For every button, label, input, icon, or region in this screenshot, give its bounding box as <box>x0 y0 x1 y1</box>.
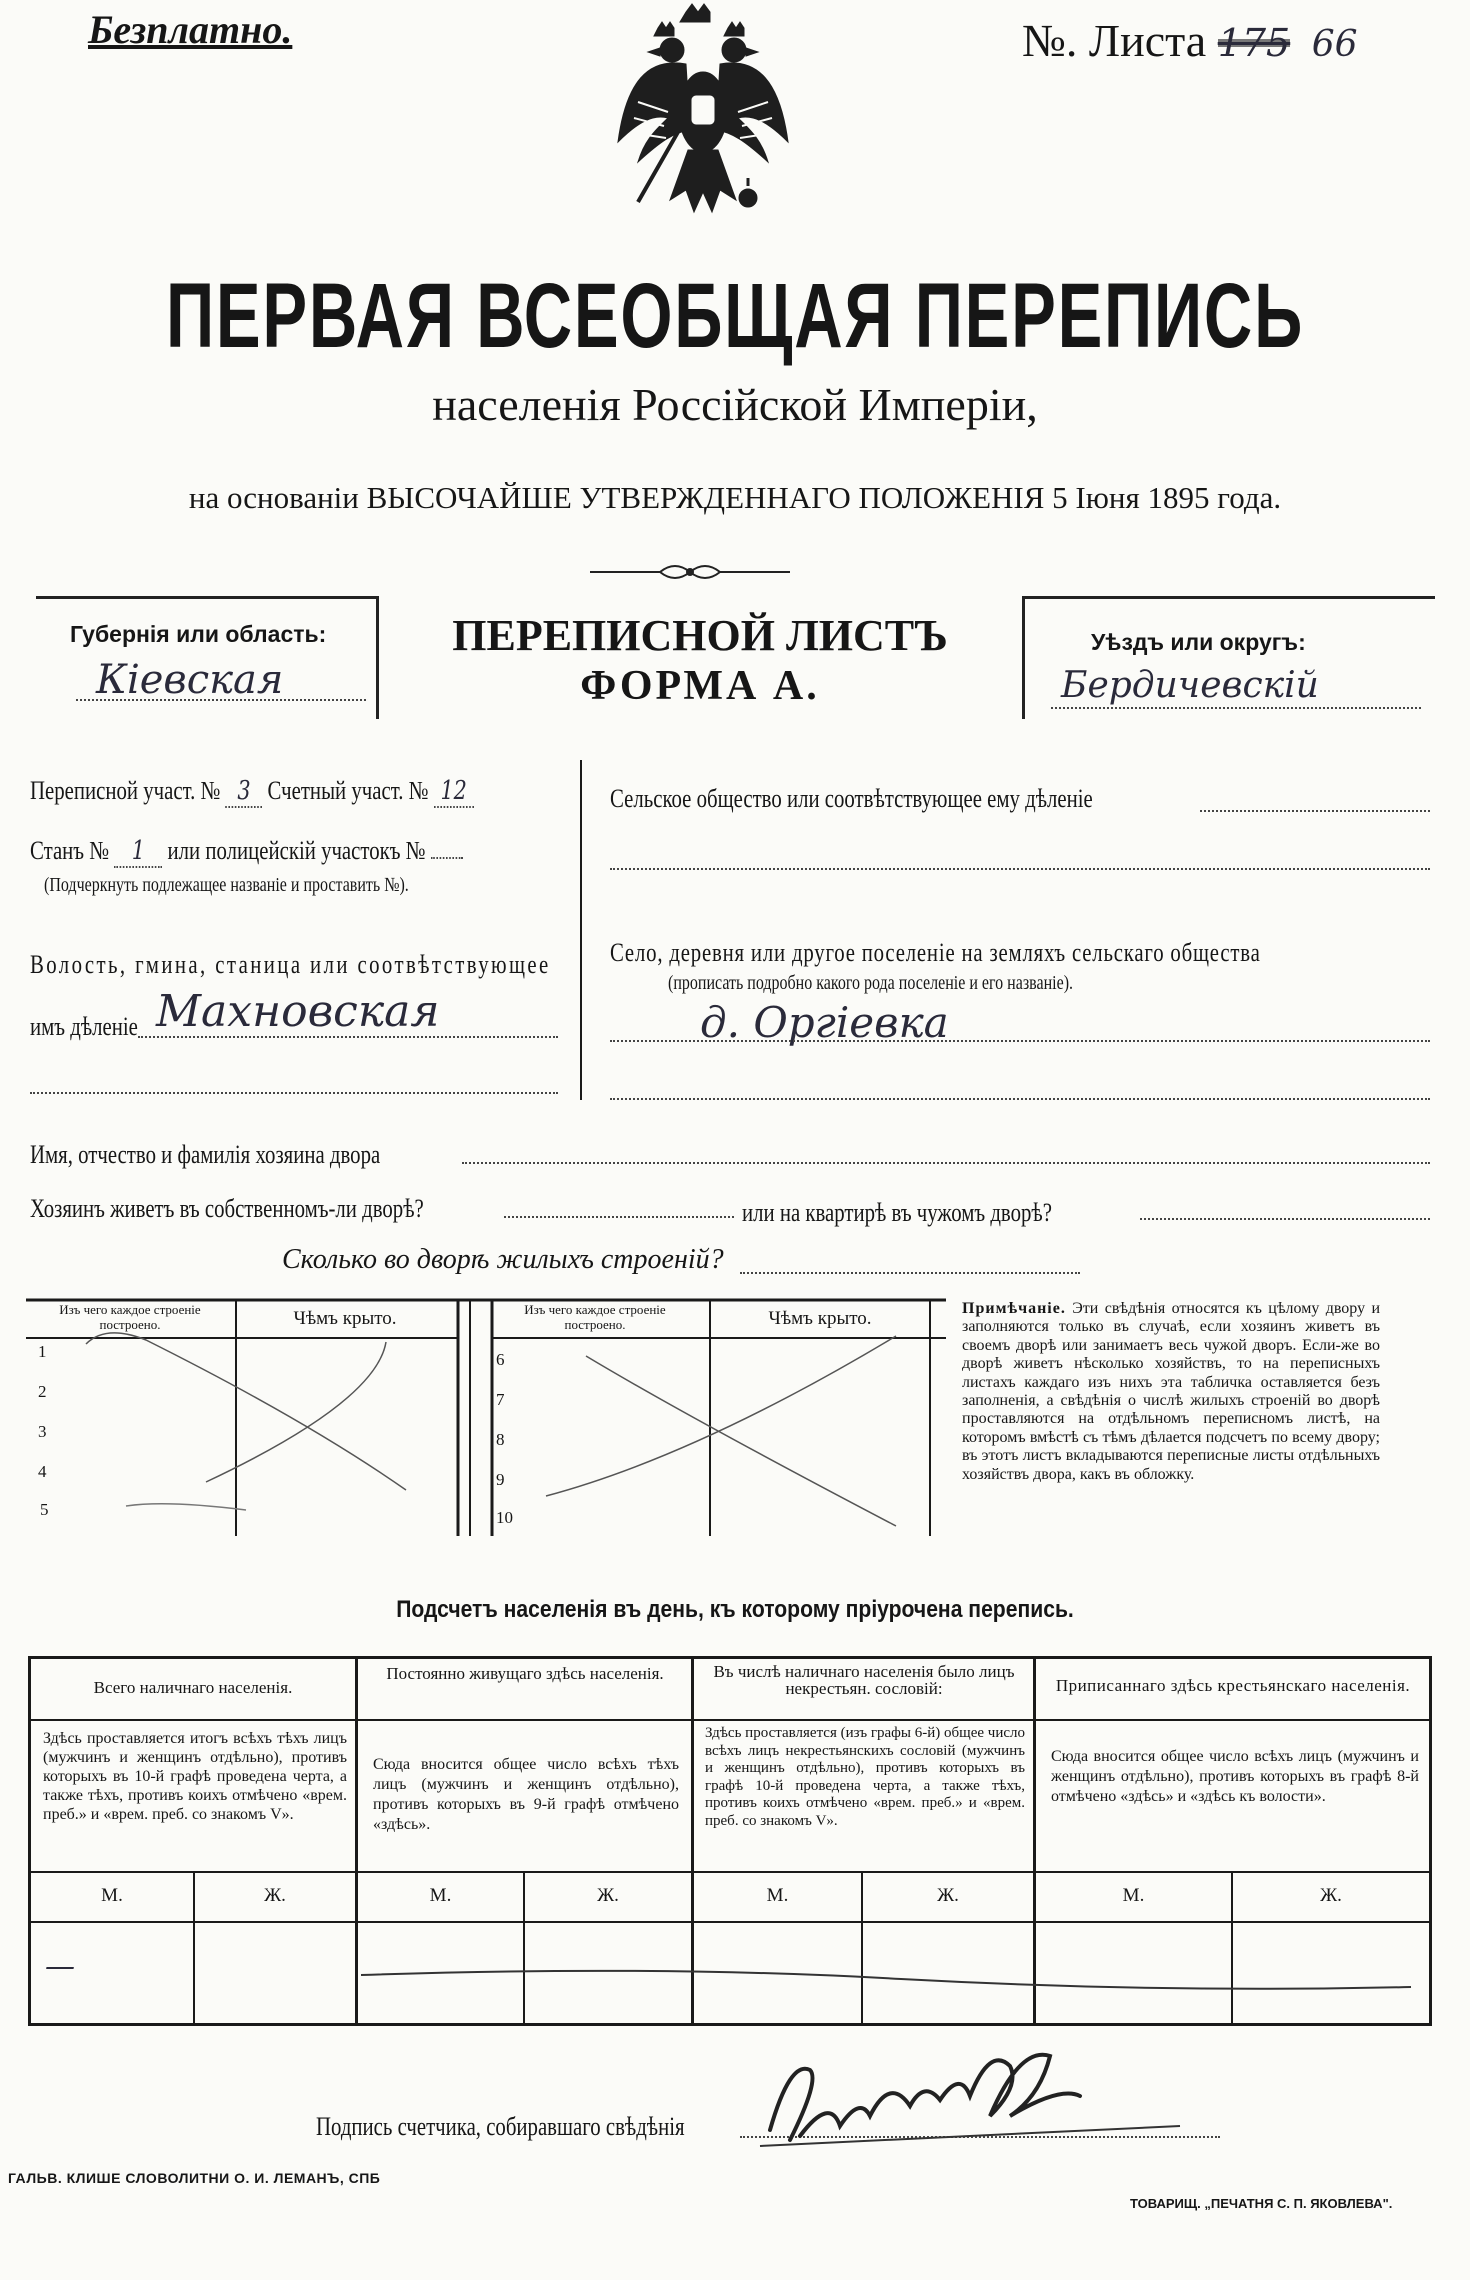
census-title: ПЕРВАЯ ВСЕОБЩАЯ ПЕРЕПИСЬ <box>165 263 1305 368</box>
count-col4-m: М. <box>1122 1885 1145 1906</box>
buildings-dotted-line <box>740 1272 1080 1274</box>
counter-signature <box>740 2050 1210 2160</box>
stan-row <box>30 836 463 868</box>
building-row-9: 9 <box>496 1470 505 1489</box>
count-table <box>28 1656 1432 2026</box>
volost-dotted-line-2 <box>30 1092 558 1094</box>
count-col3-f: Ж. <box>937 1885 959 1906</box>
count-col4-f: Ж. <box>1320 1885 1342 1906</box>
count-heading: Подсчетъ населенія въ день, къ которому пріурочена перепись. <box>396 1596 1074 1623</box>
owner-name-dotted-line <box>462 1162 1430 1164</box>
census-subtitle: населенія Россійской Имперіи, <box>432 379 1038 430</box>
apartment-label: или на квартирѣ въ чужомъ дворѣ? <box>742 1198 1052 1227</box>
own-yard-dotted-line <box>504 1216 734 1218</box>
count-col1-desc: Здѣсь проставляется итогъ всѣхъ тѣхъ лицъ (мужчинъ и женщинъ отдѣльно), противъ которыхъ въ 10-й графѣ проведена черта, а также тѣхъ, противъ коихъ отмѣчено «врем. преб.» и «врем. преб. со знакомъ V». <box>43 1730 347 1823</box>
volost-value: Махновская <box>156 986 440 1037</box>
underline-note: (Подчеркнуть подлежащее названіе и проставить №). <box>44 874 409 896</box>
count-col3-m: М. <box>766 1885 789 1906</box>
building-row-7: 7 <box>496 1390 505 1409</box>
form-title: ПЕРЕПИСНОЙ ЛИСТЪ <box>452 611 948 660</box>
selo-label: Село, деревня или другое поселеніе на земляхъ сельскаго общества <box>610 938 1261 967</box>
society-label: Сельское общество или соотвѣтствующее ему дѣленіе <box>610 784 1093 813</box>
buildings-question: Сколько во дворѣ жилыхъ строеній? <box>282 1244 724 1275</box>
footer-left: ГАЛЬВ. КЛИШЕ СЛОВОЛИТНИ О. И. ЛЕМАНЪ, СПБ <box>8 2170 381 2186</box>
building-row-5: 5 <box>40 1500 49 1519</box>
selo-dotted-line <box>610 1040 1430 1042</box>
building-row-3: 3 <box>38 1422 47 1441</box>
own-yard-label: Хозяинъ живетъ въ собственномъ-ли дворѣ? <box>30 1194 424 1223</box>
census-basis: на основаніи ВЫСОЧАЙШЕ УТВЕРЖДЕННАГО ПОЛОЖЕНІЯ 5 Іюня 1895 года. <box>188 480 1282 515</box>
count-col4-desc: Сюда вносится общее число всѣхъ лицъ (мужчинъ и женщинъ отдѣльно), противъ которыхъ въ графѣ 8-й отмѣчено «здѣсь» и «здѣсь къ волости». <box>1051 1748 1419 1805</box>
note-block <box>962 1300 1380 1484</box>
gubernia-dotted-line <box>76 699 366 701</box>
count-col2-f: Ж. <box>597 1885 619 1906</box>
count-col2-desc: Сюда вносится общее число всѣхъ тѣхъ лицъ (мужчинъ и женщинъ отдѣльно), противъ которыхъ въ 9-й графѣ отмѣчено «здѣсь». <box>373 1756 679 1833</box>
volost-label-line1: Волость, гмина, станица или соотвѣтствующее <box>30 950 551 979</box>
building-row-10: 10 <box>496 1508 513 1527</box>
police-uchastok-value <box>431 857 463 859</box>
building-row-8: 8 <box>496 1430 505 1449</box>
schet-uchastok-value: 12 <box>434 776 474 808</box>
sheet-number-label: №. Листа <box>1022 15 1207 66</box>
gubernia-value: Кіевская <box>96 657 284 703</box>
building-row-1: 1 <box>38 1342 47 1361</box>
buildings-col-roof-right: Чѣмъ крыто. <box>768 1308 872 1329</box>
free-label: Безплатно. <box>88 7 293 52</box>
uezd-label: Уѣздъ или округъ: <box>1091 629 1306 655</box>
perepis-uchastok-value: 3 <box>226 776 263 808</box>
apartment-dotted-line <box>1140 1218 1430 1220</box>
buildings-col-roof-left: Чѣмъ крыто. <box>293 1308 397 1329</box>
volost-dotted-line <box>138 1036 558 1038</box>
building-row-4: 4 <box>38 1462 47 1481</box>
buildings-col-material-left: Изъ чего каждое строеніе построено. <box>59 1302 201 1332</box>
count-col2-m: М. <box>429 1885 452 1906</box>
count-col4-title: Приписаннаго здѣсь крестьянскаго населенія. <box>1055 1676 1411 1695</box>
sheet-number-handwritten: 66 <box>1311 24 1358 65</box>
count-col3-title: Въ числѣ наличнаго населенія было лицъ некрестьян. сословій: <box>713 1662 1015 1698</box>
perepis-uchastok-row <box>30 776 474 808</box>
volost-label-line2: имъ дѣленіе <box>30 1012 138 1041</box>
selo-note: (прописать подробно какого рода поселеніе и его названіе). <box>668 972 1074 994</box>
note-lead: Примѣчаніе. <box>962 1300 1066 1317</box>
count-col1-title: Всего наличнаго населенія. <box>93 1678 293 1697</box>
form-subtitle: ФОРМА А. <box>580 663 820 709</box>
sheet-number-struck: 175 <box>1217 21 1291 65</box>
schet-uchastok-label: Счетный участ. № <box>267 776 429 805</box>
stan-label: Станъ № <box>30 836 110 865</box>
form-title-box <box>390 596 1010 716</box>
uezd-box <box>1022 596 1435 719</box>
owner-name-label: Имя, отчество и фамилія хозяина двора <box>30 1140 381 1169</box>
count-col2-title: Постоянно живущаго здѣсь населенія. <box>386 1664 664 1683</box>
count-col1-f: Ж. <box>264 1885 286 1906</box>
imperial-eagle-emblem <box>598 2 808 234</box>
society-dotted-line-2 <box>610 868 1430 870</box>
society-dotted-line <box>1200 810 1430 812</box>
count-row-pen-line <box>361 1959 1421 1999</box>
building-row-6: 6 <box>496 1350 505 1369</box>
buildings-col-material-right: Изъ чего каждое строеніе построено. <box>524 1302 666 1332</box>
volost-row <box>30 1012 138 1042</box>
note-text: Эти свѣдѣнія относятся къ цѣлому двору и заполняются только въ случаѣ, если хозяинъ живетъ въ своемъ дворѣ или занимаетъ весь чужой дворъ. Если-же во дворѣ живетъ нѣсколько хозяйствъ, то на переписныхъ листахъ каждаго изъ нихъ эта табличка оставляется безъ заполненія, а свѣдѣнія о числѣ жилыхъ строеній во дворѣ проставляются на отдѣльномъ переписномъ листѣ, на которомъ вмѣстѣ съ тѣмъ дѣлается подсчетъ по всему двору; въ этотъ листъ вкладываются переписные листы отдѣльныхъ хозяйствъ двора, какъ въ обложку. <box>962 1300 1381 1483</box>
footer-right: ТОВАРИЩ. „ПЕЧАТНЯ С. П. ЯКОВЛЕВА". <box>1130 2196 1393 2211</box>
gubernia-label: Губернія или область: <box>70 621 327 647</box>
field-divider <box>580 760 582 1100</box>
uezd-dotted-line <box>1051 707 1421 709</box>
building-row-2: 2 <box>38 1382 47 1401</box>
gubernia-box <box>36 596 379 719</box>
sheet-number <box>1022 14 1358 67</box>
stan-value: 1 <box>114 836 162 868</box>
uezd-value: Бердичевскій <box>1061 665 1319 706</box>
signature-label: Подпись счетчика, собиравшаго свѣдѣнія <box>316 2112 685 2141</box>
selo-dotted-line-2 <box>610 1098 1430 1100</box>
police-uchastok-label: или полицейскій участокъ № <box>167 836 426 865</box>
perepis-uchastok-label: Переписной участ. № <box>30 776 221 805</box>
selo-value: д. Оргіевка <box>700 998 949 1047</box>
count-col1-m-value: — <box>45 1949 75 1984</box>
count-col3-desc: Здѣсь проставляется (изъ графы 6-й) общее число всѣхъ лицъ некрестьянскихъ сословій (мужчинъ и женщинъ отдѣльно), противъ которыхъ въ графѣ 10-й проведена черта, а также тѣхъ, противъ коихъ отмѣчено «врем. преб.» и «врем. преб. со знакомъ V». <box>705 1725 1025 1829</box>
count-col1-m: М. <box>101 1885 123 1906</box>
ornament-divider <box>590 560 790 584</box>
buildings-table <box>26 1296 946 1536</box>
